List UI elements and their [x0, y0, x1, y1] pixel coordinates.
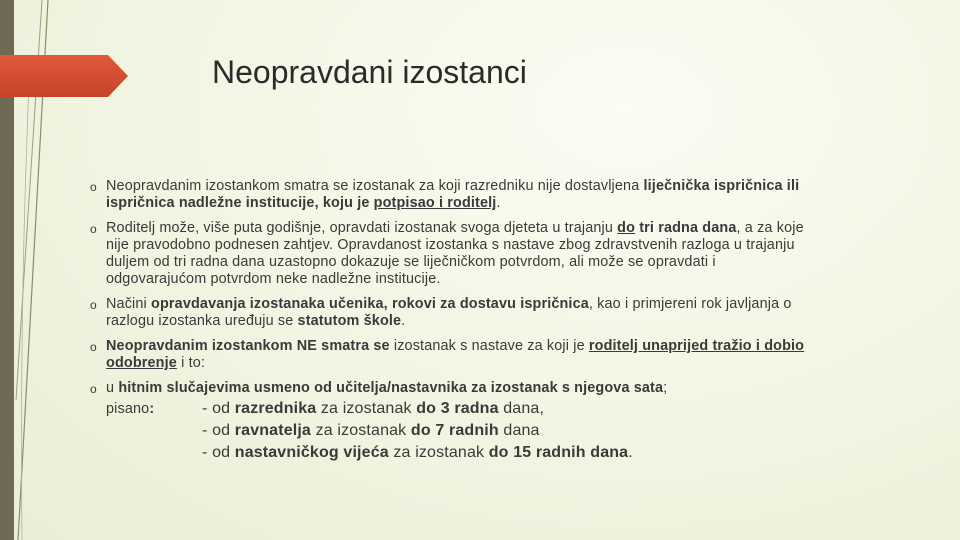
list-item: o u hitnim slučajevima usmeno od učitelja/nastavnika za izostanak s njegova sata; pisano: - od razrednika za izostanak do 3 radna dana, - od ravnatelja za izostanak do 7 radnih dana - od nastavničkog vijeća za izostanak do 15 radnih dana. — [90, 380, 810, 464]
sub-line: - od razrednika za izostanak do 3 radna dana, — [202, 400, 545, 417]
written-excuse-block — [106, 398, 810, 464]
bullet-circle-icon: o — [90, 222, 97, 236]
sub-row — [106, 420, 810, 442]
content-list — [90, 178, 810, 472]
slide-title: Neopravdani izostanci — [212, 54, 527, 90]
title-accent-tab — [0, 55, 128, 97]
list-item: o Načini opravdavanja izostanaka učenika, rokovi za dostavu ispričnica, kao i primjereni rok javljanja o razlogu izostanka uređuju se statutom škole. — [90, 296, 792, 329]
list-item: o Neopravdanim izostankom smatra se izostanak za koji razredniku nije dostavljena liječnička ispričnica ili ispričnica nadležne institucije, koju je potpisao i roditelj. — [90, 178, 800, 211]
sub-row — [106, 442, 810, 464]
sub-line: - od nastavničkog vijeća za izostanak do 15 radnih dana. — [202, 444, 633, 461]
list-item: o Neopravdanim izostankom NE smatra se izostanak s nastave za koji je roditelj unaprijed tražio i dobio odobrenje i to: — [90, 338, 805, 371]
bullet-circle-icon: o — [90, 180, 97, 194]
bullet-circle-icon: o — [90, 340, 97, 354]
bullet-circle-icon: o — [90, 298, 97, 312]
list-item: o Roditelj može, više puta godišnje, opravdati izostanak svoga djeteta u trajanju do tri radna dana, a za koje nije pravodobno podnesen zahtjev. Opravdanost izostanka s nastave zbog zdravstvenih razloga u trajanju duljem od tri radna dana uzastopno dokazuje se liječničkom potvrdom, ali može se opravdati i odgovarajućom potvrdom neke nadležne institucije. — [90, 220, 804, 287]
sub-row — [106, 398, 810, 420]
sub-line: - od ravnatelja za izostanak do 7 radnih dana — [202, 422, 540, 439]
written-label: pisano: — [106, 401, 155, 417]
bullet-circle-icon: o — [90, 382, 97, 396]
